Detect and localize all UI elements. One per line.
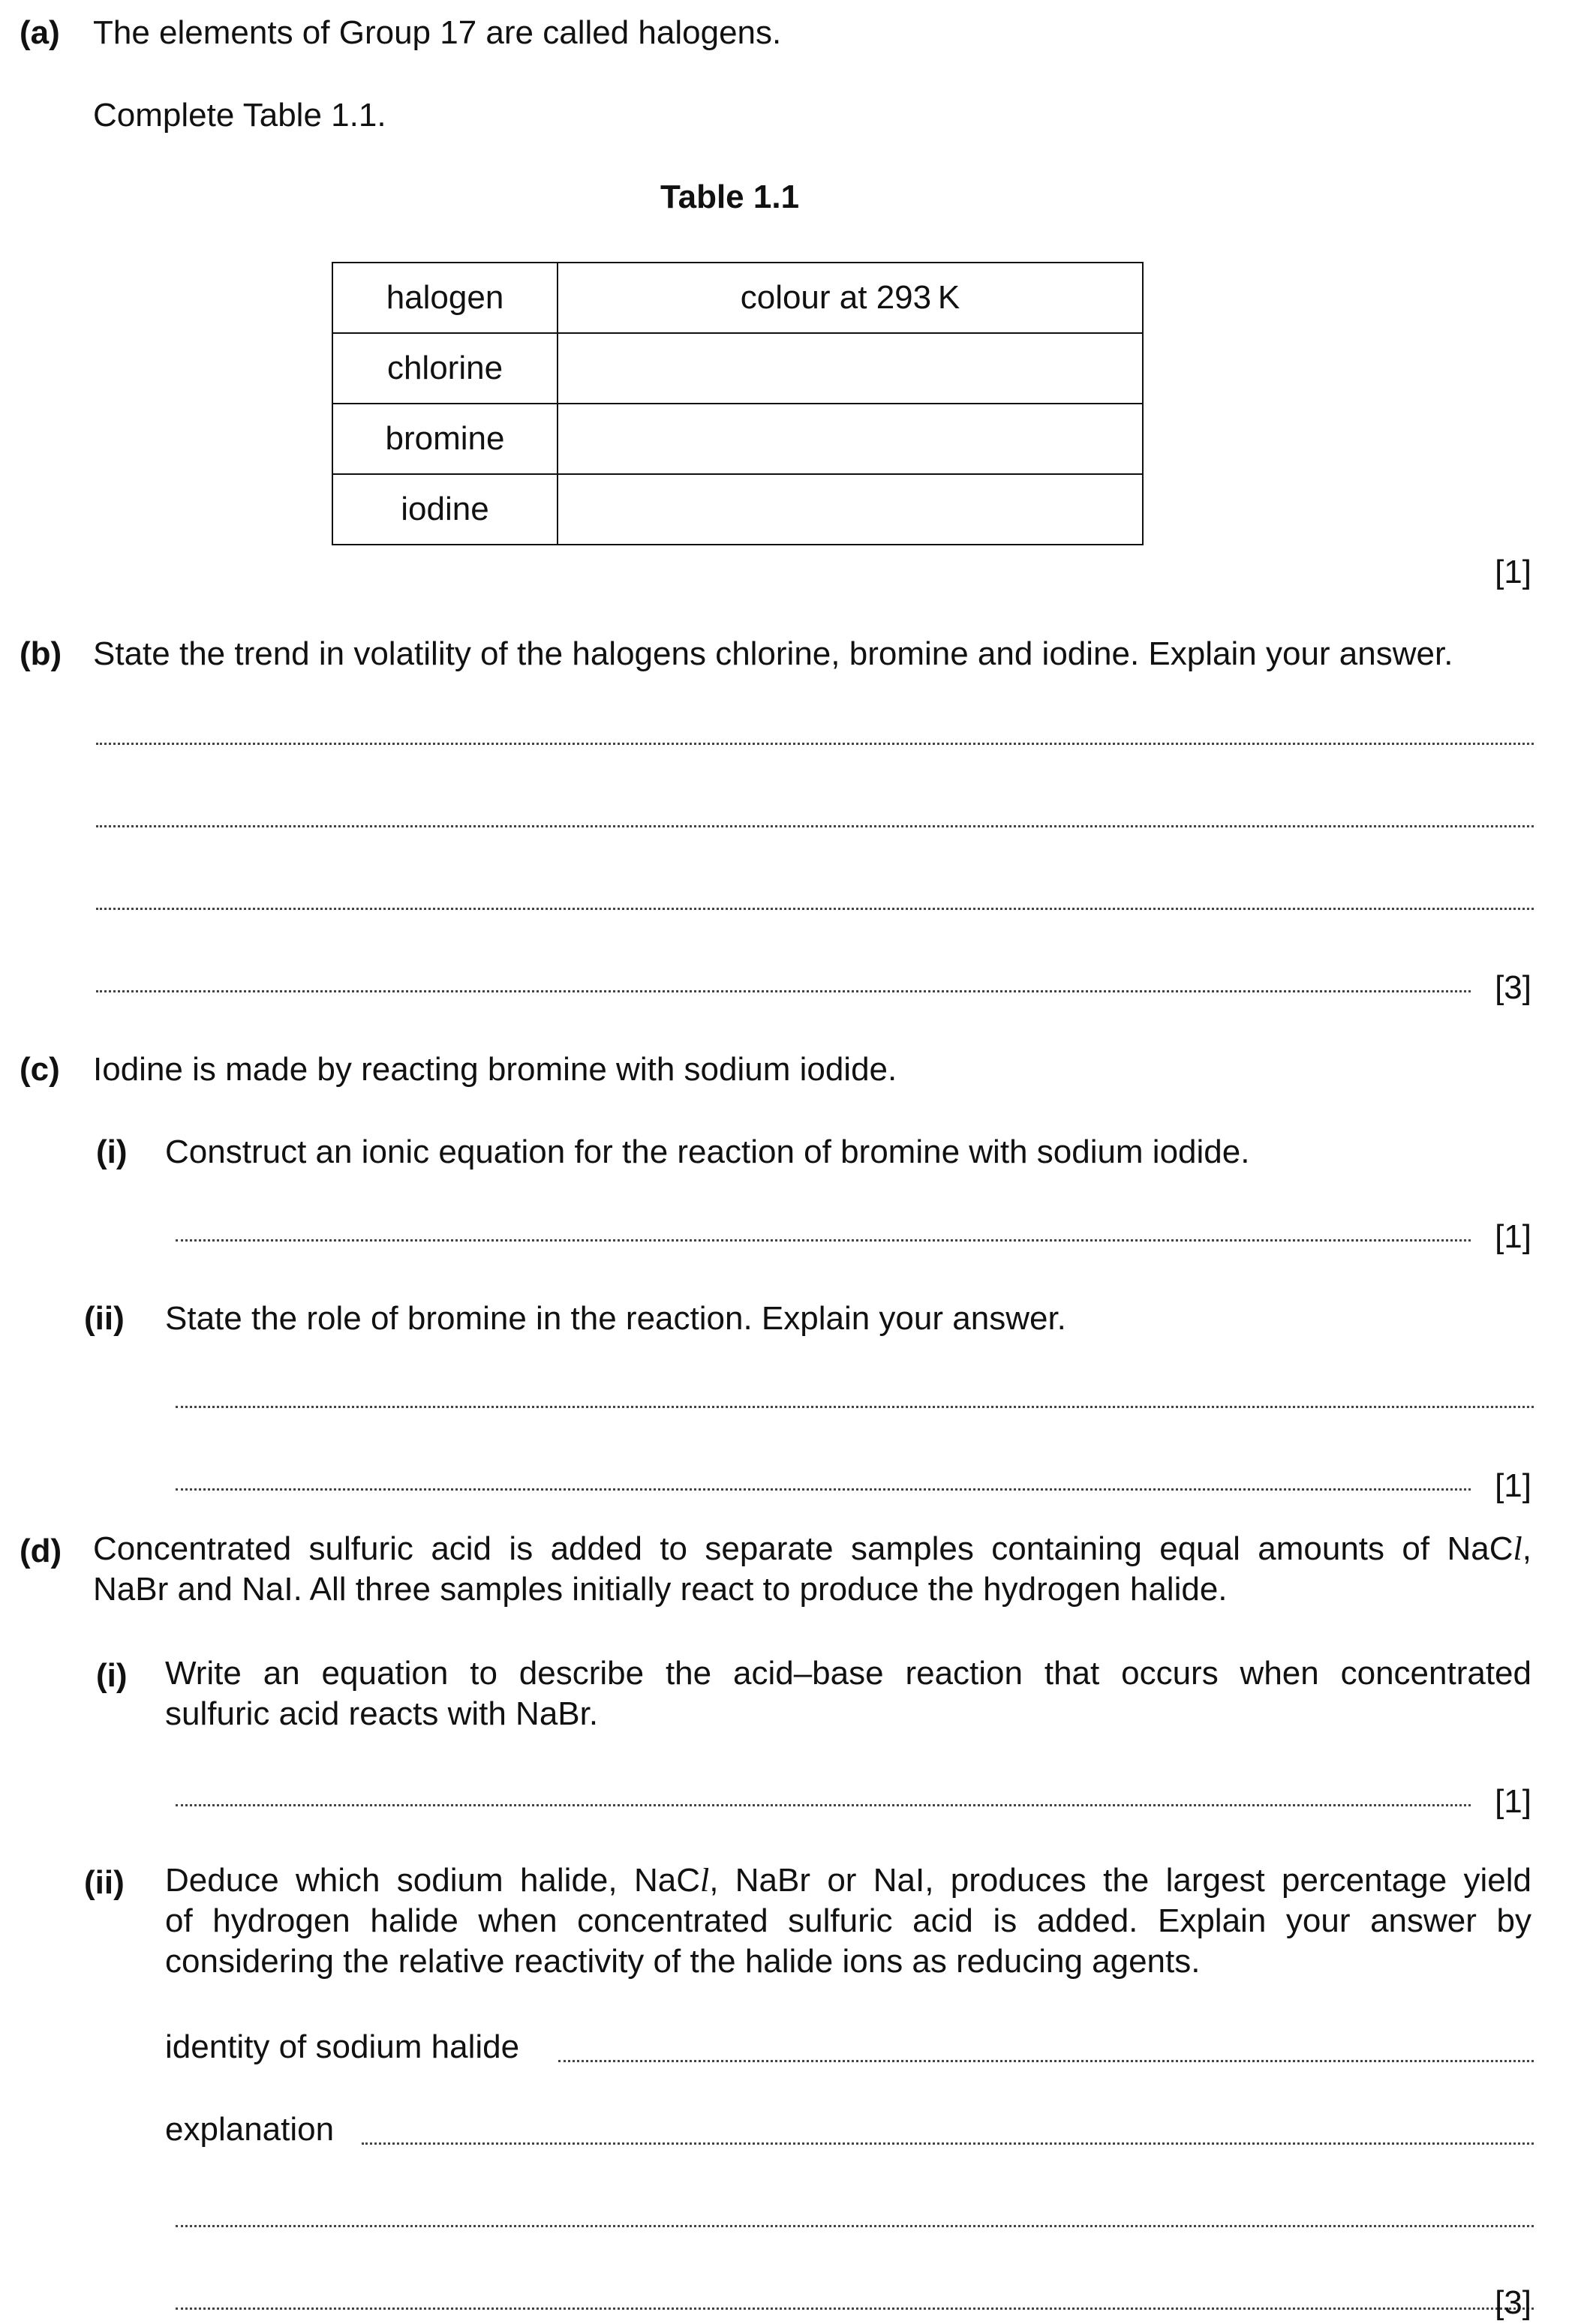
table-header-halogen: halogen	[332, 263, 558, 333]
answer-line[interactable]	[96, 990, 1471, 992]
answer-line[interactable]	[176, 2225, 1534, 2227]
answer-line[interactable]	[176, 2307, 1534, 2310]
answer-cell-bromine-colour[interactable]	[558, 404, 1143, 474]
part-d-ii-marks: [3]	[1495, 2284, 1531, 2321]
part-a-text: The elements of Group 17 are called halogens.	[93, 14, 782, 51]
part-a-label: (a)	[20, 14, 60, 51]
part-d-label: (d)	[20, 1533, 62, 1569]
halogen-colour-table	[332, 262, 1144, 545]
part-d-ii-text: Deduce which sodium halide, NaCl, NaBr or NaI, produces the largest percentage yield of hydrogen halide when concentrated sulfuric acid is added. Explain your answer by considering the relative reactivity of the halide ions as reducing agents.	[165, 1862, 1531, 1980]
answer-line[interactable]	[176, 1406, 1534, 1408]
answer-cell-iodine-colour[interactable]	[558, 474, 1143, 545]
part-b-label: (b)	[20, 635, 62, 672]
part-c-i-label: (i)	[96, 1133, 128, 1170]
table-cell-halogen: chlorine	[332, 333, 558, 404]
part-c-ii-label: (ii)	[84, 1300, 125, 1337]
table-row	[332, 474, 1143, 545]
identity-answer-line[interactable]	[558, 2060, 1534, 2062]
part-d-ii-label: (ii)	[84, 1864, 125, 1901]
part-c-text: Iodine is made by reacting bromine with sodium iodide.	[93, 1051, 897, 1088]
identity-label: identity of sodium halide	[165, 2028, 520, 2065]
part-c-i-marks: [1]	[1495, 1218, 1531, 1255]
answer-cell-chlorine-colour[interactable]	[558, 333, 1143, 404]
part-d-text: Concentrated sulfuric acid is added to separate samples containing equal amounts of NaCl, NaBr and NaI. All three samples initially react to produce the hydrogen halide.	[93, 1530, 1531, 1608]
part-b-marks: [3]	[1495, 969, 1531, 1006]
answer-line[interactable]	[176, 1239, 1471, 1242]
part-d-i-marks: [1]	[1495, 1783, 1531, 1820]
answer-line[interactable]	[176, 1488, 1471, 1491]
table-caption: Table 1.1	[660, 179, 800, 215]
part-c-ii-marks: [1]	[1495, 1467, 1531, 1504]
part-c-ii-text: State the role of bromine in the reaction. Explain your answer.	[165, 1300, 1066, 1337]
answer-line[interactable]	[176, 1804, 1471, 1806]
explanation-answer-line[interactable]	[362, 2142, 1534, 2145]
answer-line[interactable]	[96, 743, 1534, 745]
table-header-row	[332, 263, 1143, 333]
answer-line[interactable]	[96, 825, 1534, 827]
part-d-i-label: (i)	[96, 1657, 128, 1694]
table-cell-halogen: bromine	[332, 404, 558, 474]
answer-line[interactable]	[96, 908, 1534, 910]
part-c-i-text: Construct an ionic equation for the reaction of bromine with sodium iodide.	[165, 1133, 1250, 1170]
part-d-i-text: Write an equation to describe the acid–base reaction that occurs when concentrated sulfuric acid reacts with NaBr.	[165, 1655, 1531, 1732]
table-header-colour: colour at 293 K	[558, 263, 1143, 333]
explanation-label: explanation	[165, 2111, 335, 2148]
part-a-marks: [1]	[1495, 554, 1531, 590]
part-b-text: State the trend in volatility of the halogens chlorine, bromine and iodine. Explain your answer.	[93, 635, 1453, 672]
table-row	[332, 333, 1143, 404]
part-c-label: (c)	[20, 1051, 60, 1088]
table-row	[332, 404, 1143, 474]
table-cell-halogen: iodine	[332, 474, 558, 545]
part-a-instruction: Complete Table 1.1.	[93, 97, 386, 134]
